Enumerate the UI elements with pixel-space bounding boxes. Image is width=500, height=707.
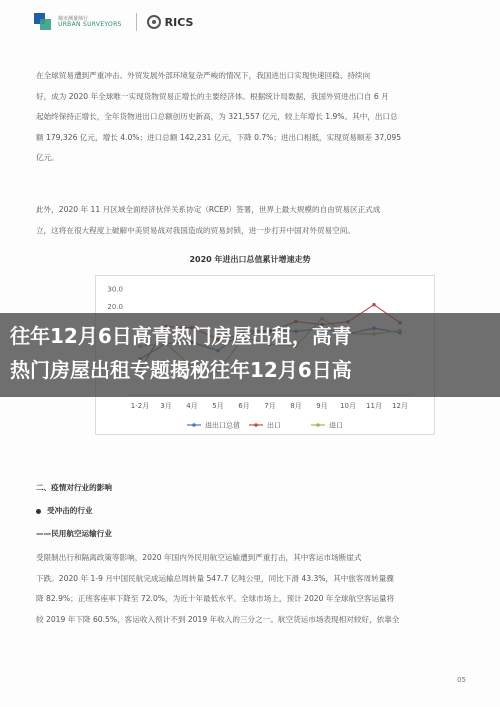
page-number: 05 [457, 676, 466, 684]
x-tick-label: 3月 [160, 402, 172, 410]
paragraph-line: 在全球贸易遭到严重冲击、外贸发展外部环境复杂严峻的情况下，我国进出口实现快速回稳、持续向 [36, 71, 371, 80]
logo-divider [136, 13, 137, 31]
data-point [372, 303, 376, 307]
paragraph-line: 较 2019 年下降 60.5%，客运收入预计不到 2019 年收入的三分之一。航空货运市场表现相对较好，依靠全 [36, 614, 400, 624]
uos-english-name: URBAN SURVEYORS [58, 20, 122, 28]
x-tick-label: 11月 [366, 402, 382, 410]
paragraph-line: 立，这将在很大程度上破解中美贸易战对我国造成的贸易封锁，进一步打开中国对外贸易空间。 [36, 225, 355, 235]
y-tick-label: 30.0 [107, 285, 123, 294]
x-tick-label: 5月 [212, 402, 224, 410]
banner-title-line-1: 往年12月6日高青热门房屋出租，高青 [10, 324, 352, 348]
urban-surveyors-logo-icon [34, 13, 52, 31]
chart-title: 2020 年进出口总值累计增速走势 [189, 255, 311, 264]
x-tick-label: 4月 [186, 402, 198, 410]
paragraph-line: 额 179,326 亿元，增长 4.0%；进口总额 142,231 亿元，下降 0.7%；进出口相抵，实现贸易顺差 37,095 [36, 132, 402, 142]
banner-title [10, 319, 494, 387]
x-tick-label: 10月 [340, 402, 356, 410]
x-tick-label: 8月 [290, 402, 302, 410]
subsection-aviation: ——民用航空运输行业 [36, 529, 112, 538]
x-tick-label: 7月 [264, 402, 276, 410]
uos-chinese-name: 城市测量师行 [58, 15, 89, 22]
legend-marker [254, 423, 258, 427]
paragraph-line: 受限制出行和隔离政策等影响，2020 年国内外民用航空运输遭到严重打击，其中客运市场断崖式 [36, 553, 362, 562]
paragraph-line: 起始终保持正增长，全年货物进出口总额创历史新高，为 321,557 亿元，较上年增长 1.9%。其中，出口总 [36, 112, 398, 121]
legend-label: 出口 [267, 421, 281, 430]
legend-label: 进口 [329, 421, 343, 430]
paragraph-trade-overview [36, 66, 466, 169]
bullet-icon [36, 509, 41, 514]
paragraph-line: 好，成为 2020 年全球唯一实现货物贸易正增长的主要经济体。根据统计局数据，我国外贸进出口自 6 月 [36, 91, 389, 101]
legend-marker [192, 423, 196, 427]
x-tick-label: 9月 [316, 402, 328, 410]
paragraph-rcep [36, 200, 466, 241]
banner-title-line-2: 热门房屋出租专题揭秘往年12月6日高 [10, 358, 352, 382]
x-tick-label: 1-2月 [130, 402, 150, 410]
y-tick-label: 20.0 [107, 303, 123, 312]
rics-logo-icon [147, 15, 161, 29]
section-heading: 二、疫情对行业的影响 [36, 483, 112, 492]
x-tick-label: 6月 [238, 402, 250, 410]
title-banner [0, 313, 500, 397]
paragraph-line: 降 82.9%；正班客座率下降至 72.0%，为近十年最低水平。全球市场上，预计 2020 年全球航空客运量将 [36, 594, 395, 603]
subsection-affected-industries [36, 505, 93, 516]
paragraph-line: 亿元。 [36, 153, 59, 162]
x-tick-label: 12月 [392, 402, 408, 410]
paragraph-line: 下跌。2020 年 1-9 月中国民航完成运输总周转量 547.7 亿吨公里，同比下滑 43.3%，其中旅客周转量骤 [36, 573, 394, 583]
subsection-label: 受冲击的行业 [47, 506, 93, 515]
legend-marker [316, 423, 320, 427]
legend-label: 进出口总值 [205, 421, 240, 430]
header-logos [34, 10, 193, 34]
paragraph-line: 此外，2020 年 11 月区域全面经济伙伴关系协定（RCEP）签署，世界上最大规模的自由贸易区正式成 [36, 205, 381, 214]
paragraph-aviation [36, 548, 466, 630]
rics-logo-text: RICS [164, 15, 194, 29]
urban-surveyors-logo-text [58, 17, 122, 28]
